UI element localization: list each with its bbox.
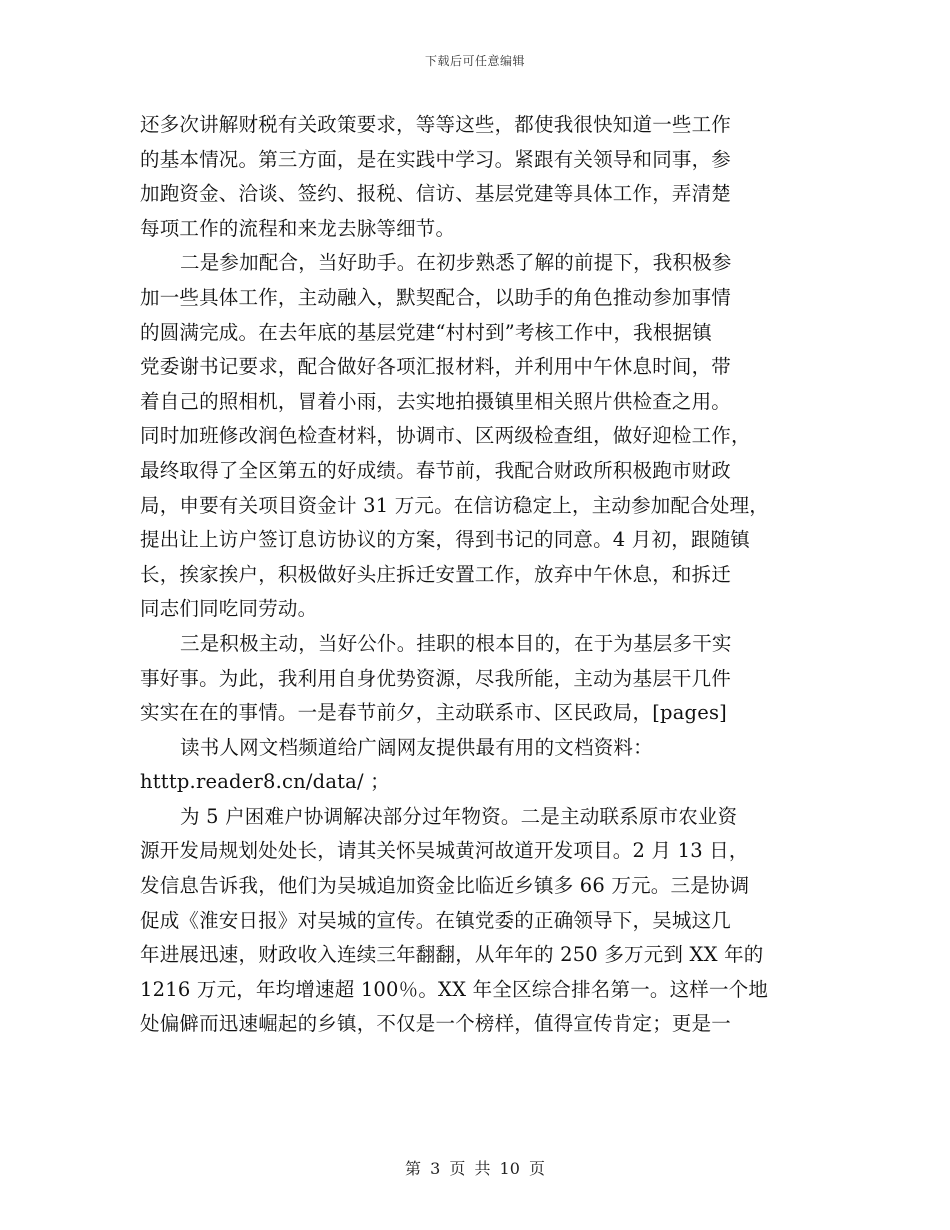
text-line: 着自己的照相机，冒着小雨，去实地拍摄镇里相关照片供检查之用。 [140,389,732,413]
text-line: 最终取得了全区第五的好成绩。春节前，我配合财政所积极跑市财政 [140,458,732,482]
page-header: 下载后可任意编辑 [424,54,525,68]
paragraph-start-line: 为 5 户困难户协调解决部分过年物资。二是主动联系原市农业资 [180,804,738,828]
source-url-line: htttp.reader8.cn/data/ ； [140,770,390,794]
text-line: 同时加班修改润色检查材料，协调市、区两级检查组，做好迎检工作， [140,424,751,448]
text-line: 促成《淮安日报》对吴城的宣传。在镇党委的正确领导下，吴城这几 [140,908,732,932]
text-line: 年进展迅速，财政收入连续三年翻翻，从年年的 250 多万元到 XX 年的 [140,943,764,967]
text-line: 处偏僻而迅速崛起的乡镇，不仅是一个榜样，值得宣传肯定；更是一 [140,1012,732,1036]
text-line: 局，申要有关项目资金计 31 万元。在信访稳定上，主动参加配合处理， [140,493,770,517]
text-line: 还多次讲解财税有关政策要求，等等这些，都使我很快知道一些工作 [140,113,732,136]
text-line: 长，挨家挨户，积极做好头庄拆迁安置工作，放弃中午休息，和拆迁 [140,562,732,586]
paragraph-start-line: 读书人网文档频道给广阔网友提供最有用的文档资料： [180,735,653,759]
text-line: 每项工作的流程和来龙去脉等细节。 [140,216,456,240]
paragraph-start-line: 三是积极主动，当好公仆。挂职的根本目的，在于为基层多干实 [180,631,732,655]
text-line: 提出让上访户签订息访协议的方案，得到书记的同意。4 月初，跟随镇 [140,528,751,552]
text-line: 同志们同吃同劳动。 [140,597,318,621]
text-line: 加一些具体工作，主动融入，默契配合，以助手的角色推动参加事情 [140,285,732,309]
page-number: 第 3 页 共 10 页 [405,1159,545,1178]
text-line: 发信息告诉我，他们为吴城追加资金比临近乡镇多 66 万元。三是协调 [140,874,750,898]
text-line: 的圆满完成。在去年底的基层党建“村村到”考核工作中，我根据镇 [140,320,712,344]
body-text [140,108,812,1042]
text-line: 实实在在的事情。一是春节前夕，主动联系市、区民政局，[pages] [140,701,727,725]
text-line: 党委谢书记要求，配合做好各项汇报材料，并利用中午休息时间，带 [140,355,732,379]
text-line: 加跑资金、洽谈、签约、报税、信访、基层党建等具体工作，弄清楚 [140,182,732,206]
text-line: 源开发局规划处处长，请其关怀吴城黄河故道开发项目。2 月 13 日， [140,839,749,863]
text-line: 1216 万元，年均增速超 100％。XX 年全区综合排名第一。这样一个地 [140,977,769,1001]
text-line: 的基本情况。第三方面，是在实践中学习。紧跟有关领导和同事，参 [140,147,732,171]
paragraph-start-line: 二是参加配合，当好助手。在初步熟悉了解的前提下，我积极参 [180,251,732,275]
text-line: 事好事。为此，我利用自身优势资源，尽我所能，主动为基层干几件 [140,666,732,690]
